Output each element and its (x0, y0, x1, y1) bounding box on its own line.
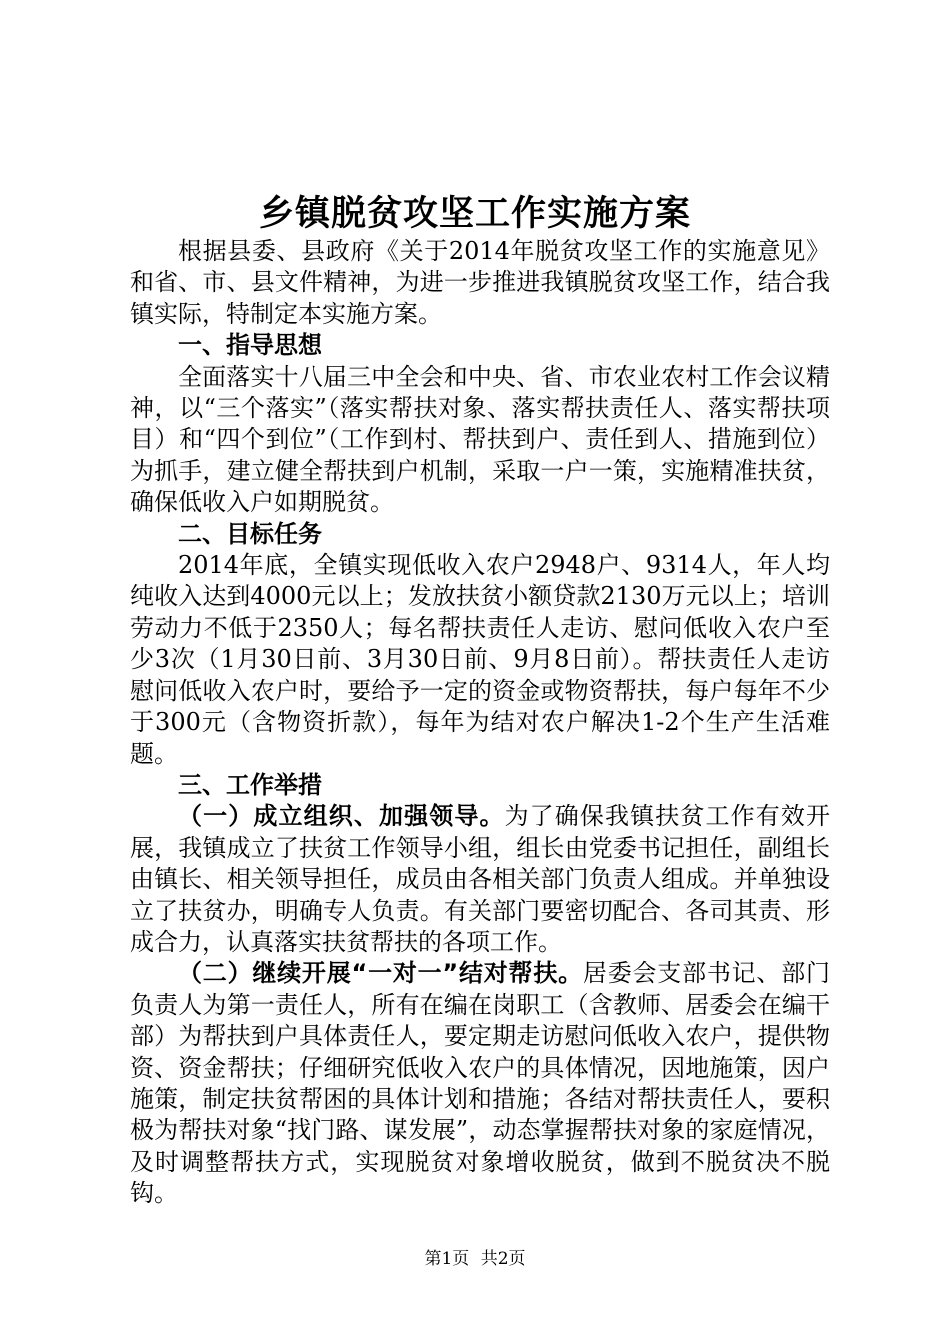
measure-item-organization (130, 801, 830, 958)
section-heading-objectives: 二、目标任务 (178, 519, 322, 548)
page-footer (0, 1244, 950, 1269)
section-heading-guiding-thought: 一、指导思想 (178, 331, 322, 360)
measure-item-pairing (130, 958, 830, 1209)
measure-item-organization-lead: （一）成立组织、加强领导。 (178, 802, 505, 831)
guiding-thought-paragraph: 全面落实十八届三中全会和中央、省、市农业农村工作会议精神，以“三个落实”（落实帮扶对象、落实帮扶责任人、落实帮扶项目）和“四个到位”（工作到村、帮扶到户、责任到人、措施到位）为抓手，建立健全帮扶到户机制，采取一户一策，实施精准扶贫，确保低收入户如期脱贫。 (130, 362, 830, 517)
page-total: 共2页 (480, 1249, 526, 1269)
measure-item-pairing-body: 居委会支部书记、部门负责人为第一责任人，所有在编在岗职工（含教师、居委会在编干部）为帮扶到户具体责任人，要定期走访慰问低收入农户，提供物资、资金帮扶；仔细研究低收入农户的具体情况，因地施策，因户施策，制定扶贫帮困的具体计划和措施；各结对帮扶责任人，要积极为帮扶对象“找门路、谋发展”，动态掌握帮扶对象的家庭情况，及时调整帮扶方式，实现脱贫对象增收脱贫，做到不脱贫决不脱钩。 (130, 959, 831, 1208)
section-heading-measures: 三、工作举措 (178, 770, 322, 799)
page-number: 第1页 (424, 1249, 470, 1269)
document-title: 乡镇脱贫攻坚工作实施方案 (258, 194, 691, 234)
intro-paragraph: 根据县委、县政府《关于2014年脱贫攻坚工作的实施意见》和省、市、县文件精神，为进一步推进我镇脱贫攻坚工作，结合我镇实际，特制定本实施方案。 (130, 237, 830, 328)
measure-item-pairing-lead: （二）继续开展“一对一”结对帮扶。 (178, 959, 583, 988)
objectives-paragraph: 2014年底，全镇实现低收入农户2948户、9314人，年人均纯收入达到4000元以上；发放扶贫小额贷款2130万元以上；培训劳动力不低于2350人；每名帮扶责任人走访、慰问低收入农户至少3次（1月30日前、3月30日前、9月8日前）。帮扶责任人走访慰问低收入农户时，要给予一定的资金或物资帮扶，每户每年不少于300元（含物资折款），每年为结对农户解决1-2个生产生活难题。 (130, 551, 830, 768)
measure-item-organization-body: 为了确保我镇扶贫工作有效开展，我镇成立了扶贫工作领导小组，组长由党委书记担任，副组长由镇长、相关领导担任，成员由各相关部门负责人组成。并单独设立了扶贫办，明确专人负责。有关部门要密切配合、各司其责、形成合力，认真落实扶贫帮扶的各项工作。 (130, 802, 831, 956)
document-body (130, 236, 830, 1210)
